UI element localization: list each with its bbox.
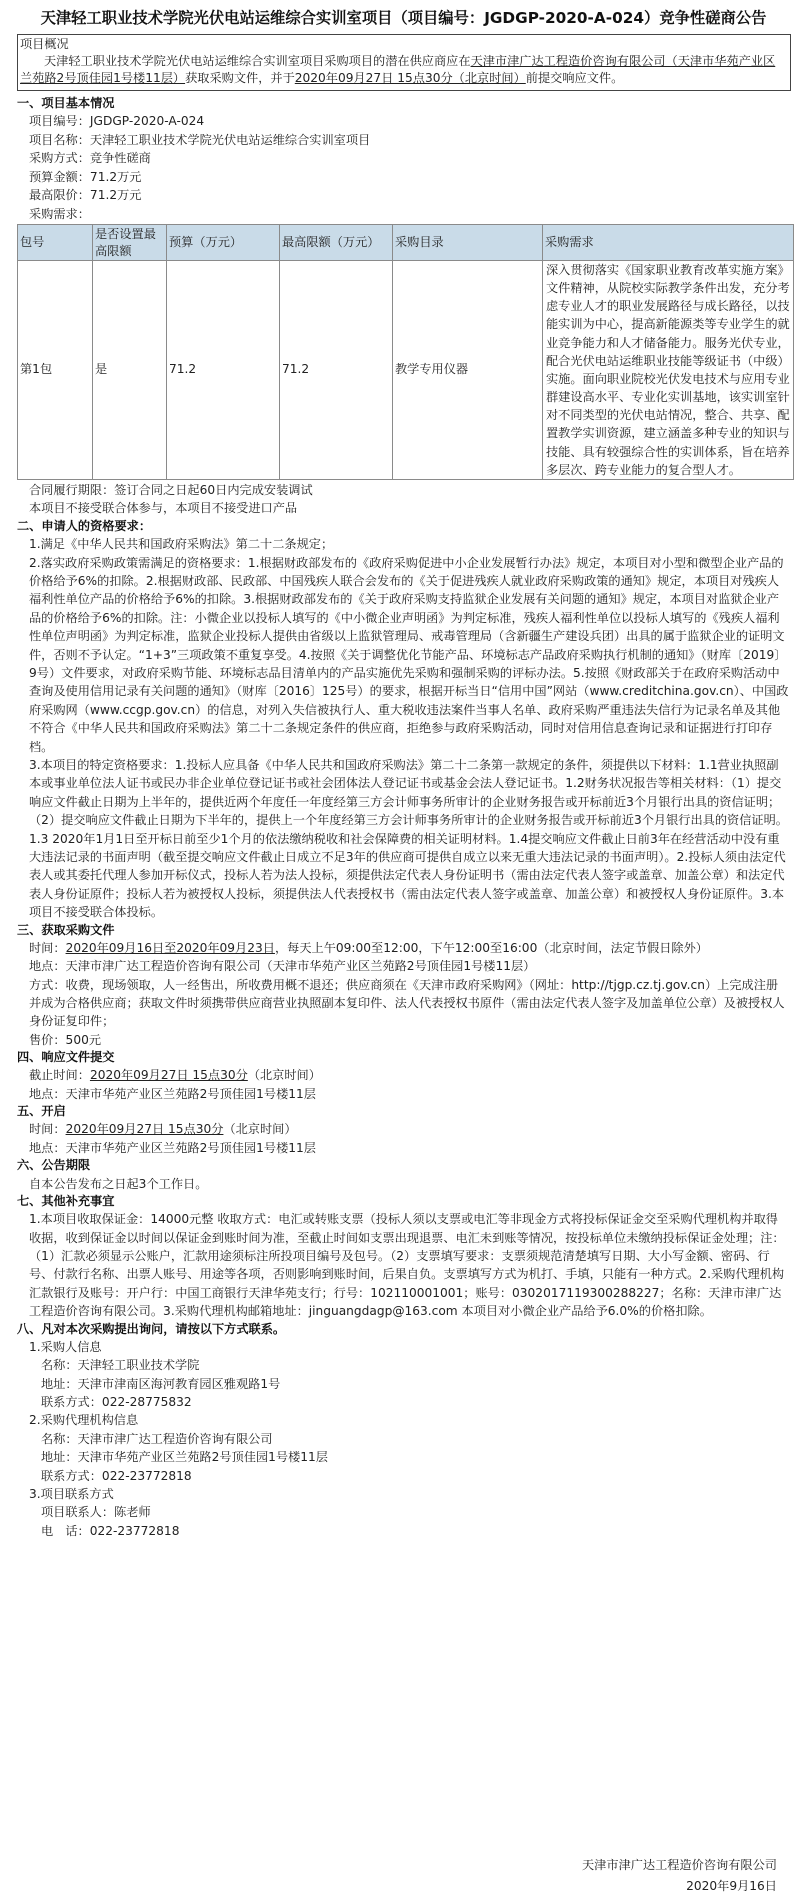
qualification-item-2: 2.落实政府采购政策需满足的资格要求：1.根据财政部发布的《政府采购促进中小企业发展暂行办法》规定，本项目对小型和微型企业产品的价格给予6%的扣除。2.根据财政部、民政部、中国残疾人联合会发布的《关于促进残疾人就业政府采购政策的通知》规定，本项目对残疾人福利性单位产品的价格给予6%的扣除。3.根据财政部发布的《关于政府采购支持监狱企业发展有关问题的通知》规定，本项目对监狱企业产品的价格给予6%的扣除。注：小微企业以投标人填写的《中小微企业声明函》为判定标准，残疾人福利性单位以投标人填写的《残疾人福利性单位声明函》为判定标准，监狱企业投标人提供由省级以上监狱管理局、戒毒管理局（含新疆生产建设兵团）出具的属于监狱企业的证明文件，否则不予认定。“1+3”三项政策不重复享受。4.按照《关于调整优化节能产品、环境标志产品政府采购执行机制的通知》（财库〔2019〕9号）文件要求，对政府采购节能、环境标志品目清单内的产品实施优先采购和强制采购的评标办法。5.按照《财政部关于在政府采购活动中查询及使用信用记录有关问题的通知》（财库〔2016〕125号）的要求，根据开标当日“信用中国”网站（www.creditchina.gov.cn）、中国政府采购网（www.ccgp.gov.cn）的信息，对列入失信被执行人、重大税收违法案件当事人名单、政府采购严重违法失信行为记录名单及其他不符合《中华人民共和国政府采购法》第二十二条规定条件的供应商，拒绝参与政府采购活动，同时对信用信息查询记录和证据进行打印存档。 xyxy=(29,555,789,754)
purchaser-name: 名称：天津轻工职业技术学院 xyxy=(41,1358,200,1373)
project-overview-box xyxy=(17,34,791,91)
requirements-table xyxy=(17,224,794,480)
obtain-place: 地点：天津市津广达工程造价咨询有限公司（天津市华苑产业区兰苑路2号顶佳园1号楼11层） xyxy=(29,959,536,974)
cell-max-limit: 71.2 xyxy=(280,261,393,480)
purchaser-info-title: 1.采购人信息 xyxy=(29,1339,102,1354)
opening-time-value: 2020年09月27日 15点30分 xyxy=(65,1122,224,1137)
cell-limit-set: 是 xyxy=(93,261,167,480)
other-matters-text: 1.本项目收取保证金：14000元整 收取方式：电汇或转账支票（投标人须以支票或电汇等非现金方式将投标保证金交至采购代理机构并取得收据，收到保证金以时间以保证金到账时间为准，至截止时间如支票出现退票、电汇未到账等情况，按投标单位未缴纳投标保证金处理；注：（1）汇款必须显示公账户，汇款用途须标注所投项目编号及包号。（2）支票填写要求：支票须规范清楚填写日期、大小写金额、密码、行号、付款行名称、出票人账号、用途等各项，否则影响到账时间，后果自负。支票填写方式为机打、手填，只能有一种方式。2.采购代理机构汇款银行及账号：开户行：中国工商银行天津华苑支行；行号：102110001001；账号：0302017119300288227；名称：天津市津广达工程造价咨询有限公司。3.采购代理机构邮箱地址：jinguangdagp@163.com 本项目对小微企业产品给予6.0%的价格扣除。 xyxy=(29,1212,785,1319)
section-heading-contact: 八、凡对本次采购提出询问，请按以下方式联系。 xyxy=(17,1321,286,1336)
overview-text-pre: 天津轻工职业技术学院光伏电站运维综合实训室项目采购项目的潜在供应商应在 xyxy=(44,54,471,68)
submission-deadline xyxy=(17,1066,790,1084)
section-heading-basic-info: 一、项目基本情况 xyxy=(17,95,115,110)
obtain-time-label: 时间： xyxy=(29,940,66,955)
col-header-max-limit: 最高限额（万元） xyxy=(280,225,393,261)
opening-time xyxy=(17,1120,790,1138)
opening-time-tz: （北京时间） xyxy=(223,1122,297,1137)
cell-requirements: 深入贯彻落实《国家职业教育改革实施方案》文件精神，从院校实际教学条件出发，充分考虑专业人才的职业发展路径与成长路径，以技能实训为中心，提高新能源类等专业学生的就业竞争能力和人才储备能力。服务光伏专业，配合光伏电站运维职业技能等级证书（中级）实施。面向职业院校光伏发电技术与应用专业群建设高水平、专业化实训基地，该实训室针对不同类型的光伏电站情况，整合、共享、配置教学实训资源，建立涵盖多种专业的知识与技能、具有较强综合性的实训体系，旨在培养多层次、跨专业能力的复合型人才。 xyxy=(543,261,794,480)
agency-phone: 联系方式：022-23772818 xyxy=(41,1468,192,1483)
col-header-requirements: 采购需求 xyxy=(543,225,794,261)
section-heading-notice-period: 六、公告期限 xyxy=(17,1158,91,1173)
table-row xyxy=(18,261,794,480)
col-header-budget: 预算（万元） xyxy=(167,225,280,261)
section-heading-obtain-docs: 三、获取采购文件 xyxy=(17,922,115,937)
obtain-method: 方式：收费，现场领取，人一经售出，所收费用概不退还；供应商须在《天津市政府采购网》（网址：http://tjgp.cz.tj.gov.cn）上完成注册并成为合格供应商；获取文件时须携带供应商营业执照副本复印件、法人代表授权书原件（需由法定代表人签字及加盖单位公章）及被授权人身份证复印件； xyxy=(29,977,785,1029)
page-title: 天津轻工职业技术学院光伏电站运维综合实训室项目（项目编号：JGDGP-2020-A-024）竞争性磋商公告 xyxy=(40,9,767,27)
overview-label: 项目概况 xyxy=(20,37,69,51)
submission-deadline-value: 2020年09月27日 15点30分 xyxy=(89,1068,248,1083)
section-heading-submission: 四、响应文件提交 xyxy=(17,1050,115,1065)
contract-period: 合同履行期限：签订合同之日起60日内完成安装调试 xyxy=(29,482,313,497)
overview-text-mid: 获取采购文件，并于 xyxy=(185,71,295,86)
project-contact-phone: 电 话：022-23772818 xyxy=(41,1523,180,1538)
project-contact-title: 3.项目联系方式 xyxy=(29,1487,114,1501)
purchaser-phone: 联系方式：022-28775832 xyxy=(41,1394,192,1409)
section-heading-other-matters: 七、其他补充事宜 xyxy=(17,1193,115,1208)
cell-budget: 71.2 xyxy=(167,261,280,480)
col-header-catalog: 采购目录 xyxy=(393,225,543,261)
obtain-time xyxy=(17,939,790,957)
consortium-note: 本项目不接受联合体参与，本项目不接受进口产品 xyxy=(29,501,298,516)
obtain-time-value: 2020年09月16日至2020年09月23日 xyxy=(65,940,275,955)
overview-text-post: 前提交响应文件。 xyxy=(525,71,624,86)
project-contact-person: 项目联系人：陈老师 xyxy=(41,1505,151,1520)
budget-amount: 预算金额：71.2万元 xyxy=(29,169,142,184)
signature-block xyxy=(582,1855,777,1896)
purchaser-address: 地址：天津市津南区海河教育园区雅观路1号 xyxy=(41,1376,281,1391)
obtain-price: 售价：500元 xyxy=(29,1032,102,1047)
opening-place: 地点：天津市华苑产业区兰苑路2号顶佳园1号楼11层 xyxy=(29,1140,316,1155)
signature-date: 2020年9月16日 xyxy=(686,1878,777,1893)
max-price: 最高限价：71.2万元 xyxy=(29,188,142,203)
section-heading-qualification: 二、申请人的资格要求： xyxy=(17,518,152,533)
qualification-item-1: 1.满足《中华人民共和国政府采购法》第二十二条规定； xyxy=(29,537,334,552)
table-header-row xyxy=(18,225,794,261)
col-header-package: 包号 xyxy=(18,225,93,261)
overview-deadline: 2020年09月27日 15点30分（北京时间） xyxy=(294,71,526,86)
overview-text xyxy=(20,53,786,88)
submission-place: 地点：天津市华苑产业区兰苑路2号顶佳园1号楼11层 xyxy=(29,1086,316,1101)
procurement-method: 采购方式：竞争性磋商 xyxy=(29,151,151,166)
col-header-limit-set: 是否设置最高限额 xyxy=(93,225,167,261)
overview-location: 天津市津广达工程造价咨询有限公司（天津市华苑产业区兰苑路2号顶佳园1号楼11层） xyxy=(20,54,776,86)
submission-deadline-tz: （北京时间） xyxy=(247,1068,321,1083)
notice-period-text: 自本公告发布之日起3个工作日。 xyxy=(29,1176,208,1191)
agency-name: 名称：天津市津广达工程造价咨询有限公司 xyxy=(41,1431,273,1446)
project-name: 项目名称：天津轻工职业技术学院光伏电站运维综合实训室项目 xyxy=(29,132,371,147)
agency-address: 地址：天津市华苑产业区兰苑路2号顶佳园1号楼11层 xyxy=(41,1450,328,1465)
project-number: 项目编号：JGDGP-2020-A-024 xyxy=(29,114,205,129)
procurement-needs-label: 采购需求： xyxy=(29,206,90,221)
cell-package: 第1包 xyxy=(18,261,93,480)
opening-time-label: 时间： xyxy=(29,1122,66,1137)
signature-org: 天津市津广达工程造价咨询有限公司 xyxy=(582,1858,777,1872)
cell-catalog: 教学专用仪器 xyxy=(393,261,543,480)
qualification-item-3: 3.本项目的特定资格要求：1.投标人应具备《中华人民共和国政府采购法》第二十二条第一款规定的条件，须提供以下材料：1.1营业执照副本或事业单位法人证书或民办非企业单位登记证书或社会团体法人登记证书或基金会法人登记证书。1.2财务状况报告等相关材料：（1）提交响应文件截止日期为上半年的，提供近两个年度任一年度经第三方会计师事务所审计的企业财务报告或开标前近3个月银行出具的资信证明；（2）提交响应文件截止日期为下半年的，提供上一个年度经第三方会计师事务所审计的企业财务报告或开标前近3个月银行出具的资信证明。1.3 2020年1月1日至开标日前至少1个月的依法缴纳税收和社会保障费的相关证明材料。1.4提交响应文件截止日前3年在经营活动中没有重大违法记录的书面声明（截至提交响应文件截止日成立不足3年的供应商可提供自成立以来无重大违法记录的书面声明）。2.投标人须由法定代表人或其委托代理人参加开标仪式，投标人若为法人投标，须提供法定代表人身份证明书（需由法定代表人签字或盖章、加盖公章）和法定代表人身份证原件；投标人若为被授权人投标，须提供法人代表授权书（需由法定代表人签字或盖章、加盖公章）和被授权人身份证原件。3.本项目不接受联合体投标。 xyxy=(29,757,788,920)
submission-deadline-label: 截止时间： xyxy=(29,1068,90,1083)
agency-info-title: 2.采购代理机构信息 xyxy=(29,1413,139,1428)
obtain-time-hours: ，每天上午09:00至12:00，下午12:00至16:00（北京时间，法定节假日除外） xyxy=(274,940,708,955)
section-heading-opening: 五、开启 xyxy=(17,1104,66,1119)
